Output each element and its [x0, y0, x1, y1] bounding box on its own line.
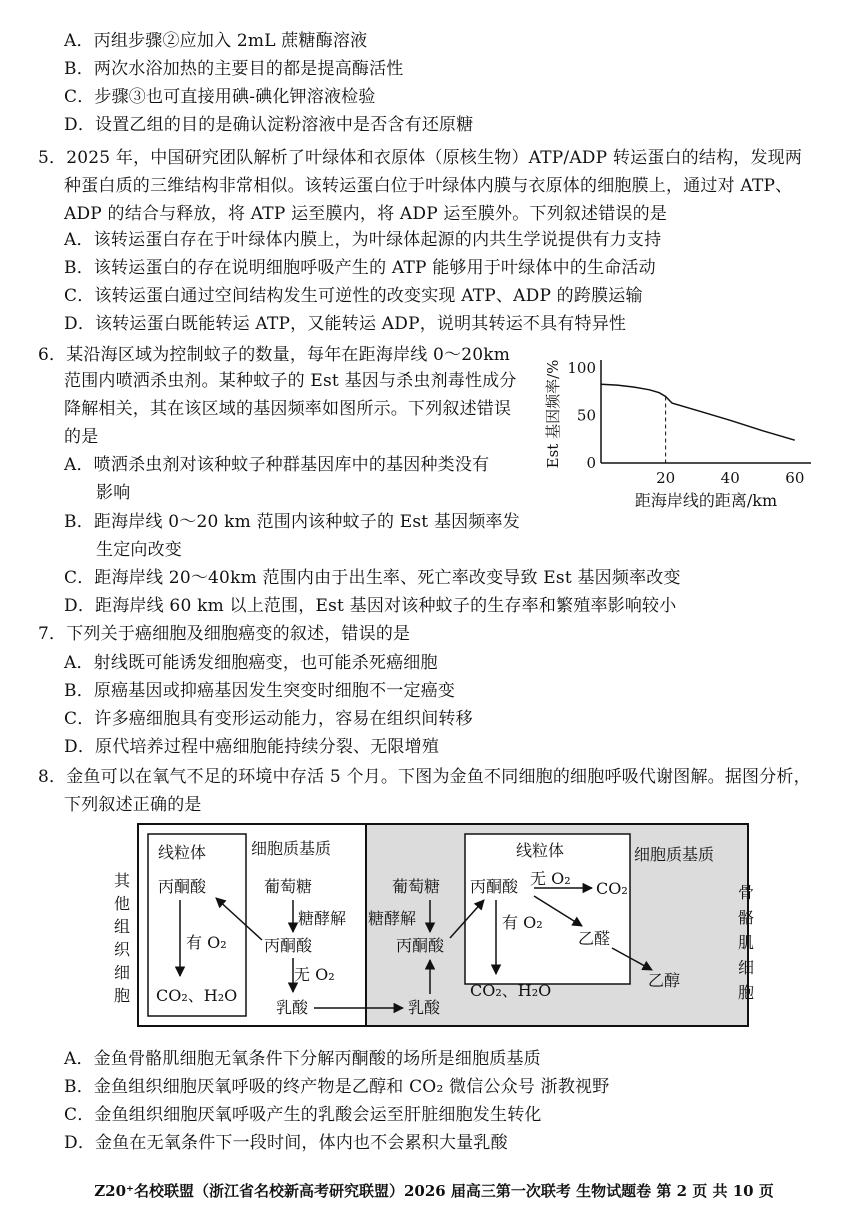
- q8-option-c: C．金鱼组织细胞厌氧呼吸产生的乳酸会运至肝脏细胞发生转化: [64, 1105, 542, 1125]
- q5-option-b: B．该转运蛋白的存在说明细胞呼吸产生的 ATP 能够用于叶绿体中的生命活动: [64, 258, 656, 278]
- side-label-char: 组: [113, 917, 131, 936]
- q6-stem-line-2: 范围内喷洒杀虫剂。某种蚊子的 Est 基因与杀虫剂毒性成分: [64, 371, 517, 391]
- q8-option-b: B．金鱼组织细胞厌氧呼吸的终产物是乙醇和 CO₂ 微信公众号 浙教视野: [64, 1077, 610, 1097]
- right-side-label: [738, 883, 754, 1002]
- q6-stem-line-1: 6．某沿海区域为控制蚊子的数量，每年在距海岸线 0～20km: [38, 345, 511, 365]
- q6-option-b-cont: 生定向改变: [96, 540, 182, 560]
- right-glucose: 葡萄糖: [392, 877, 441, 896]
- right-acetaldehyde: 乙醛: [578, 929, 611, 948]
- right-without-o2: 无 O₂: [530, 869, 571, 888]
- q7-option-b: B．原癌基因或抑癌基因发生突变时细胞不一定癌变: [64, 681, 456, 701]
- q7-option-a: A．射线既可能诱发细胞癌变，也可能杀死癌细胞: [64, 653, 438, 673]
- q6-option-a: A．喷洒杀虫剂对该种蚊子种群基因库中的基因种类没有: [64, 455, 490, 475]
- chart-y-label: Est 基因频率/%: [544, 359, 562, 469]
- q5-stem-line-2: 种蛋白质的三维结构非常相似。该转运蛋白位于叶绿体内膜与衣原体的细胞膜上，通过对 ATP、: [64, 176, 793, 196]
- side-label-char: 胞: [113, 986, 131, 1005]
- side-label-char: 细: [737, 958, 755, 977]
- chart-x-tick-label: 20: [656, 469, 676, 487]
- q8-option-d: D．金鱼在无氧条件下一段时间，体内也不会累积大量乳酸: [64, 1133, 508, 1153]
- left-mito-pyruvate: 丙酮酸: [158, 877, 207, 896]
- right-with-o2: 有 O₂: [502, 913, 543, 932]
- side-label-char: 其: [113, 871, 131, 890]
- side-label-char: 细: [113, 963, 131, 982]
- q6-stem-line-4: 的是: [64, 427, 99, 447]
- side-label-char: 骨: [737, 883, 755, 902]
- left-with-o2: 有 O₂: [186, 933, 227, 952]
- chart-x-label: 距海岸线的距离/km: [634, 491, 778, 510]
- q7-stem: 7．下列关于癌细胞及细胞癌变的叙述，错误的是: [38, 624, 411, 644]
- q8-stem-line-1: 8．金鱼可以在氧气不足的环境中存活 5 个月。下图为金鱼不同细胞的细胞呼吸代谢图解。据图分析，: [38, 767, 811, 787]
- side-label-char: 织: [113, 940, 131, 959]
- q5-option-a: A．该转运蛋白存在于叶绿体内膜上，为叶绿体起源的内共生学说提供有力支持: [64, 230, 662, 250]
- left-side-label: [114, 871, 131, 1005]
- left-without-o2: 无 O₂: [294, 965, 335, 984]
- side-label-char: 肌: [737, 933, 755, 952]
- side-label-char: 胞: [737, 983, 755, 1002]
- right-lactate: 乳酸: [408, 998, 441, 1017]
- q5-option-c: C．该转运蛋白通过空间结构发生可逆性的改变实现 ATP、ADP 的跨膜运输: [64, 286, 643, 306]
- right-glycolysis: 糖酵解: [368, 909, 417, 928]
- left-mitochondria-label: 线粒体: [158, 843, 207, 862]
- page-footer: Z20⁺名校联盟（浙江省名校新高考研究联盟）2026 届高三第一次联考 生物试题卷 第 2 页 共 10 页: [94, 1182, 774, 1200]
- right-cyto-pyruvate: 丙酮酸: [396, 936, 445, 955]
- q6-option-d: D．距海岸线 60 km 以上范围，Est 基因对该种蚊子的生存率和繁殖率影响较小: [64, 596, 677, 616]
- right-co2-h2o: CO₂、H₂O: [470, 981, 552, 1000]
- right-mitochondria-label: 线粒体: [516, 841, 565, 860]
- chart-y-tick-label: 50: [576, 406, 596, 425]
- left-glycolysis: 糖酵解: [298, 909, 347, 928]
- left-glucose: 葡萄糖: [264, 877, 313, 896]
- q5-stem-line-1: 5．2025 年，中国研究团队解析了叶绿体和衣原体（原核生物）ATP/ADP 转运蛋白的结构，发现两: [38, 148, 803, 168]
- q4-option-c: C．步骤③也可直接用碘-碘化钾溶液检验: [64, 87, 376, 107]
- q6-option-a-cont: 影响: [96, 483, 131, 503]
- left-co2-h2o: CO₂、H₂O: [156, 986, 238, 1005]
- right-ethanol: 乙醇: [648, 971, 681, 990]
- q6-option-c: C．距海岸线 20～40km 范围内由于出生率、死亡率改变导致 Est 基因频率改变: [64, 568, 681, 588]
- q6-option-b: B．距海岸线 0～20 km 范围内该种蚊子的 Est 基因频率发: [64, 512, 520, 532]
- q4-option-a: A．丙组步骤②应加入 2mL 蔗糖酶溶液: [64, 31, 368, 51]
- chart-x-tick-label: 60: [785, 469, 805, 487]
- chart-y-tick-label: 0: [586, 454, 596, 472]
- q4-option-b: B．两次水浴加热的主要目的都是提高酶活性: [64, 59, 404, 79]
- left-lactate: 乳酸: [276, 998, 309, 1017]
- side-label-char: 骼: [737, 908, 755, 927]
- chart-y-tick-label: 100: [567, 359, 596, 377]
- right-co2: CO₂: [596, 879, 628, 898]
- chart-series-line: [601, 384, 795, 440]
- chart-ticks: [567, 359, 804, 487]
- q8-option-a: A．金鱼骨骼肌细胞无氧条件下分解丙酮酸的场所是细胞质基质: [64, 1049, 541, 1069]
- side-label-char: 他: [113, 894, 131, 913]
- q7-option-c: C．许多癌细胞具有变形运动能力，容易在组织间转移: [64, 709, 473, 729]
- q6-stem-line-3: 降解相关，其在该区域的基因频率如图所示。下列叙述错误: [64, 399, 512, 419]
- q4-option-d: D．设置乙组的目的是确认淀粉溶液中是否含有还原糖: [64, 115, 474, 135]
- respiration-diagram: [100, 820, 780, 1035]
- q5-stem-line-3: ADP 的结合与释放，将 ATP 运至膜内，将 ADP 运至膜外。下列叙述错误的是: [64, 204, 668, 224]
- est-frequency-chart: [536, 352, 826, 522]
- chart-x-tick-label: 40: [720, 469, 740, 487]
- right-cytoplasm-label: 细胞质基质: [634, 845, 715, 864]
- right-mito-pyruvate: 丙酮酸: [470, 877, 519, 896]
- q8-stem-line-2: 下列叙述正确的是: [64, 795, 202, 815]
- left-cyto-pyruvate: 丙酮酸: [264, 936, 313, 955]
- left-cytoplasm-label: 细胞质基质: [251, 839, 332, 858]
- q5-option-d: D．该转运蛋白既能转运 ATP，又能转运 ADP，说明其转运不具有特异性: [64, 314, 627, 334]
- q7-option-d: D．原代培养过程中癌细胞能持续分裂、无限增殖: [64, 737, 440, 757]
- chart-axes: [601, 360, 811, 463]
